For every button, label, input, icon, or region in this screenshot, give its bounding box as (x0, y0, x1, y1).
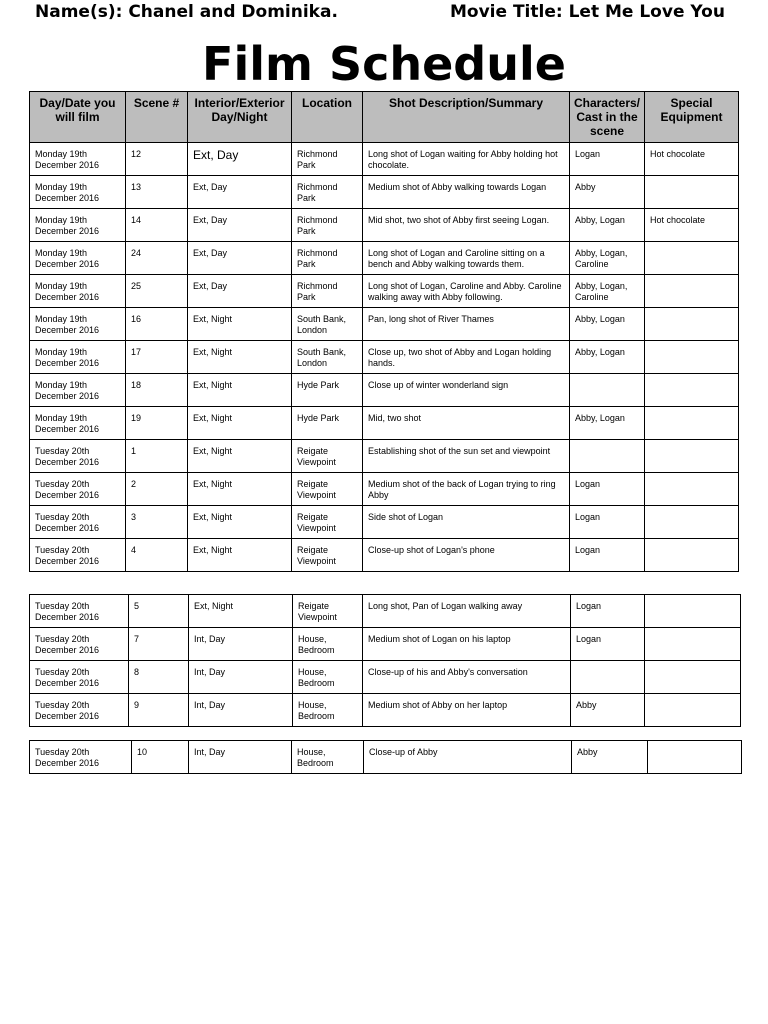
date-cell: Monday 19th December 2016 (30, 242, 126, 275)
description-cell: Mid shot, two shot of Abby first seeing Logan. (363, 209, 570, 242)
table-row (30, 628, 741, 661)
scene-cell: 12 (126, 143, 188, 176)
cast-cell (570, 440, 645, 473)
location-cell: Richmond Park (292, 242, 363, 275)
table-row (30, 595, 741, 628)
location-cell: Richmond Park (292, 176, 363, 209)
cast-cell: Logan (570, 506, 645, 539)
location-cell: Reigate Viewpoint (292, 506, 363, 539)
location-cell: Richmond Park (292, 209, 363, 242)
date-cell: Tuesday 20th December 2016 (30, 694, 129, 727)
description-cell: Medium shot of Abby walking towards Logan (363, 176, 570, 209)
int-ext-cell: Ext, Night (188, 539, 292, 572)
scene-cell: 1 (126, 440, 188, 473)
date-cell: Tuesday 20th December 2016 (30, 473, 126, 506)
page-header (0, 0, 768, 24)
date-cell: Tuesday 20th December 2016 (30, 595, 129, 628)
date-cell: Tuesday 20th December 2016 (30, 539, 126, 572)
int-ext-cell: Ext, Day (188, 143, 292, 176)
equipment-cell (645, 440, 739, 473)
int-ext-cell: Ext, Night (188, 473, 292, 506)
column-header-equipment: Special Equipment (645, 92, 739, 143)
column-header-int-ext: Interior/Exterior Day/Night (188, 92, 292, 143)
description-cell: Long shot of Logan and Caroline sitting on a bench and Abby walking towards them. (363, 242, 570, 275)
column-header-date: Day/Date you will film (30, 92, 126, 143)
date-cell: Monday 19th December 2016 (30, 308, 126, 341)
cast-cell: Logan (570, 539, 645, 572)
table-row (30, 694, 741, 727)
scene-cell: 7 (129, 628, 189, 661)
table-row (30, 506, 739, 539)
cast-cell: Logan (570, 473, 645, 506)
int-ext-cell: Ext, Day (188, 209, 292, 242)
column-header-location: Location (292, 92, 363, 143)
cast-cell (571, 661, 645, 694)
description-cell: Close-up shot of Logan's phone (363, 539, 570, 572)
location-cell: Reigate Viewpoint (292, 539, 363, 572)
equipment-cell (645, 242, 739, 275)
int-ext-cell: Ext, Night (188, 407, 292, 440)
int-ext-cell: Ext, Day (188, 176, 292, 209)
int-ext-cell: Int, Day (189, 694, 293, 727)
movie-title-label: Movie Title: Let Me Love You (450, 2, 725, 22)
equipment-cell (645, 176, 739, 209)
cast-cell: Abby (571, 694, 645, 727)
int-ext-cell: Int, Day (189, 741, 292, 774)
int-ext-cell: Ext, Night (188, 308, 292, 341)
cast-cell: Abby (570, 176, 645, 209)
cast-cell: Abby, Logan, Caroline (570, 242, 645, 275)
location-cell: House, Bedroom (292, 741, 364, 774)
cast-cell: Abby, Logan (570, 407, 645, 440)
description-cell: Long shot of Logan waiting for Abby holding hot chocolate. (363, 143, 570, 176)
description-cell: Close-up of Abby (364, 741, 572, 774)
description-cell: Close-up of his and Abby's conversation (363, 661, 571, 694)
location-cell: Reigate Viewpoint (292, 473, 363, 506)
cast-cell: Logan (570, 143, 645, 176)
table-row (30, 407, 739, 440)
int-ext-cell: Ext, Night (188, 341, 292, 374)
equipment-cell (645, 374, 739, 407)
table-row (30, 741, 742, 774)
int-ext-cell: Ext, Day (188, 242, 292, 275)
int-ext-cell: Ext, Day (188, 275, 292, 308)
equipment-cell (645, 628, 741, 661)
column-header-scene: Scene # (126, 92, 188, 143)
column-header-description: Shot Description/Summary (363, 92, 570, 143)
date-cell: Tuesday 20th December 2016 (30, 661, 129, 694)
scene-cell: 25 (126, 275, 188, 308)
description-cell: Establishing shot of the sun set and viewpoint (363, 440, 570, 473)
schedule-table-2 (29, 594, 741, 727)
location-cell: House, Bedroom (293, 694, 363, 727)
int-ext-cell: Int, Day (189, 661, 293, 694)
cast-cell: Abby, Logan (570, 308, 645, 341)
scene-cell: 18 (126, 374, 188, 407)
int-ext-cell: Ext, Night (188, 374, 292, 407)
table-row (30, 176, 739, 209)
scene-cell: 2 (126, 473, 188, 506)
equipment-cell (645, 595, 741, 628)
int-ext-cell: Ext, Night (189, 595, 293, 628)
equipment-cell (645, 275, 739, 308)
names-label: Name(s): Chanel and Dominika. (35, 2, 338, 22)
cast-cell: Logan (571, 595, 645, 628)
table-row (30, 440, 739, 473)
date-cell: Monday 19th December 2016 (30, 176, 126, 209)
date-cell: Monday 19th December 2016 (30, 275, 126, 308)
table-row (30, 341, 739, 374)
table-row (30, 242, 739, 275)
location-cell: House, Bedroom (293, 628, 363, 661)
int-ext-cell: Int, Day (189, 628, 293, 661)
equipment-cell (645, 661, 741, 694)
scene-cell: 3 (126, 506, 188, 539)
cast-cell: Logan (571, 628, 645, 661)
column-header-cast: Characters/ Cast in the scene (570, 92, 645, 143)
scene-cell: 8 (129, 661, 189, 694)
location-cell: House, Bedroom (293, 661, 363, 694)
date-cell: Monday 19th December 2016 (30, 341, 126, 374)
equipment-cell (645, 473, 739, 506)
date-cell: Tuesday 20th December 2016 (30, 628, 129, 661)
table-row (30, 308, 739, 341)
location-cell: Richmond Park (292, 143, 363, 176)
equipment-cell (645, 308, 739, 341)
description-cell: Side shot of Logan (363, 506, 570, 539)
header-row (30, 92, 739, 143)
equipment-cell: Hot chocolate (645, 209, 739, 242)
description-cell: Pan, long shot of River Thames (363, 308, 570, 341)
equipment-cell: Hot chocolate (645, 143, 739, 176)
description-cell: Close up of winter wonderland sign (363, 374, 570, 407)
table-row (30, 209, 739, 242)
scene-cell: 17 (126, 341, 188, 374)
cast-cell: Abby, Logan, Caroline (570, 275, 645, 308)
table-row (30, 275, 739, 308)
schedule-table-3 (29, 740, 742, 774)
equipment-cell (648, 741, 742, 774)
location-cell: Reigate Viewpoint (292, 440, 363, 473)
description-cell: Medium shot of Abby on her laptop (363, 694, 571, 727)
cast-cell: Abby, Logan (570, 341, 645, 374)
table-row (30, 143, 739, 176)
location-cell: South Bank, London (292, 308, 363, 341)
date-cell: Tuesday 20th December 2016 (30, 741, 132, 774)
cast-cell: Abby, Logan (570, 209, 645, 242)
description-cell: Long shot, Pan of Logan walking away (363, 595, 571, 628)
cast-cell: Abby (572, 741, 648, 774)
equipment-cell (645, 341, 739, 374)
scene-cell: 14 (126, 209, 188, 242)
page-title: Film Schedule (202, 37, 566, 91)
description-cell: Medium shot of Logan on his laptop (363, 628, 571, 661)
equipment-cell (645, 407, 739, 440)
equipment-cell (645, 539, 739, 572)
table-row (30, 661, 741, 694)
date-cell: Tuesday 20th December 2016 (30, 440, 126, 473)
date-cell: Monday 19th December 2016 (30, 143, 126, 176)
scene-cell: 9 (129, 694, 189, 727)
date-cell: Monday 19th December 2016 (30, 209, 126, 242)
int-ext-cell: Ext, Night (188, 440, 292, 473)
date-cell: Tuesday 20th December 2016 (30, 506, 126, 539)
table-row (30, 473, 739, 506)
table-row (30, 374, 739, 407)
description-cell: Long shot of Logan, Caroline and Abby. Caroline walking away with Abby following. (363, 275, 570, 308)
scene-cell: 4 (126, 539, 188, 572)
equipment-cell (645, 694, 741, 727)
scene-cell: 5 (129, 595, 189, 628)
description-cell: Mid, two shot (363, 407, 570, 440)
location-cell: Hyde Park (292, 374, 363, 407)
location-cell: Richmond Park (292, 275, 363, 308)
location-cell: Hyde Park (292, 407, 363, 440)
description-cell: Medium shot of the back of Logan trying to ring Abby (363, 473, 570, 506)
scene-cell: 19 (126, 407, 188, 440)
scene-cell: 16 (126, 308, 188, 341)
scene-cell: 13 (126, 176, 188, 209)
schedule-table-1 (29, 91, 739, 572)
cast-cell (570, 374, 645, 407)
int-ext-cell: Ext, Night (188, 506, 292, 539)
scene-cell: 10 (132, 741, 189, 774)
description-cell: Close up, two shot of Abby and Logan holding hands. (363, 341, 570, 374)
date-cell: Monday 19th December 2016 (30, 374, 126, 407)
date-cell: Monday 19th December 2016 (30, 407, 126, 440)
equipment-cell (645, 506, 739, 539)
location-cell: South Bank, London (292, 341, 363, 374)
location-cell: Reigate Viewpoint (293, 595, 363, 628)
scene-cell: 24 (126, 242, 188, 275)
table-row (30, 539, 739, 572)
